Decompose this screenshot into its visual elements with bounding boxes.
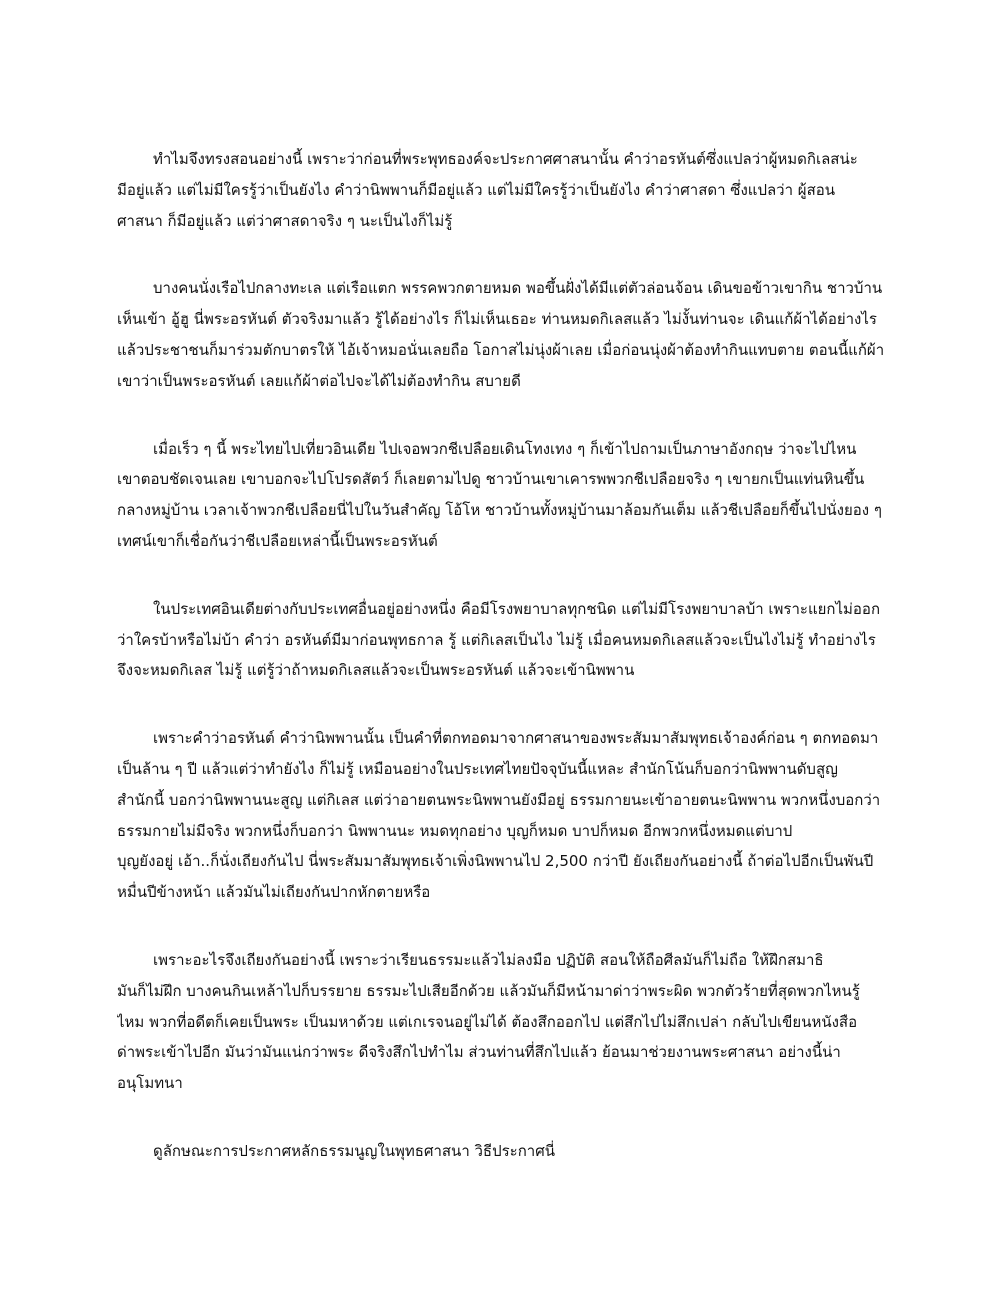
paragraph (117, 945, 897, 1099)
text-line: ทำไมจึงทรงสอนอย่างนี้ เพราะว่าก่อนที่พระพุทธองค์จะประกาศศาสนานั้น คำว่าอรหันต์ซึ่งแปลว่าผู้หมดกิเลสน่ะ (153, 150, 858, 168)
document-page (117, 144, 897, 1204)
text-line: สำนักนี้ บอกว่านิพพานนะสูญ แต่กิเลส แต่ว่าอายตนพระนิพพานยังมีอยู่ ธรรมกายนะเข้าอายตนะนิพพาน พวกหนึ่งบอกว่า (117, 790, 881, 809)
text-line: ศาสนา ก็มีอยู่แล้ว แต่ว่าศาสดาจริง ๆ นะเป็นไงก็ไม่รู้ (117, 211, 453, 230)
paragraph (117, 434, 897, 557)
text-line: ธรรมกายไม่มีจริง พวกหนึ่งก็บอกว่า นิพพานนะ หมดทุกอย่าง บุญก็หมด บาปก็หมด อีกพวกหนึ่งหมดแต่บาป (117, 821, 793, 840)
text-line: เขาว่าเป็นพระอรหันต์ เลยแก้ผ้าต่อไปจะได้ไม่ต้องทำกิน สบายดี (117, 371, 521, 390)
text-line: ว่าใครบ้าหรือไม่บ้า คำว่า อรหันต์มีมาก่อนพุทธกาล รู้ แต่กิเลสเป็นไง ไม่รู้ เมื่อคนหมดกิเลสแล้วจะเป็นไงไม่รู้ ทำอย่างไร (117, 630, 876, 649)
text-line: เขาตอบชัดเจนเลย เขาบอกจะไปโปรดสัตว์ ก็เลยตามไปดู ชาวบ้านเขาเคารพพวกชีเปลือยจริง ๆ เขายกเป็นแท่นหินขึ้น (117, 470, 865, 489)
text-line: เพราะคำว่าอรหันต์ คำว่านิพพานนั้น เป็นคำที่ตกทอดมาจากศาสนาของพระสัมมาสัมพุทธเจ้าองค์ก่อน ๆ ตกทอดมา (153, 729, 879, 748)
text-line: ไหม พวกที่อดีตก็เคยเป็นพระ เป็นมหาด้วย แต่เกเรจนอยู่ไม่ได้ ต้องสึกออกไป แต่สึกไปไม่สึกเปล่า กลับไปเขียนหนังสือ (117, 1012, 858, 1031)
text-line: มีอยู่แล้ว แต่ไม่มีใครรู้ว่าเป็นยังไง คำว่านิพพานก็มีอยู่แล้ว แต่ไม่มีใครรู้ว่าเป็นยังไง คำว่าศาสดา ซึ่งแปลว่า ผู้สอน (117, 180, 836, 199)
paragraph (117, 723, 897, 908)
text-line: ดูลักษณะการประกาศหลักธรรมนูญในพุทธศาสนา วิธีประกาศนี่ (153, 1141, 555, 1160)
text-line: กลางหมู่บ้าน เวลาเจ้าพวกชีเปลือยนี่ไปในวันสำคัญ โอ้โห ชาวบ้านทั้งหมู่บ้านมาล้อมกันเต็ม แล้วชีเปลือยก็ขึ้นไปนั่งยอง ๆ (117, 501, 882, 520)
text-line: แล้วประชาชนก็มาร่วมตักบาตรให้ ไอ้เจ้าหมอนั่นเลยถือ โอกาสไม่นุ่งผ้าเลย เมื่อก่อนนุ่งผ้าต้องทำกินแทบตาย ตอนนี้แก้ผ้า (117, 340, 885, 359)
text-line: หมื่นปีข้างหน้า แล้วมันไม่เถียงกันปากหักตายหรือ (117, 883, 431, 902)
text-line: เทศน์เขาก็เชื่อกันว่าชีเปลือยเหล่านี้เป็นพระอรหันต์ (117, 531, 438, 550)
text-line: เห็นเข้า อู้ฮู นี่พระอรหันต์ ตัวจริงมาแล้ว รู้ได้อย่างไร ก็ไม่เห็นเธอะ ท่านหมดกิเลสแล้ว ไม่งั้นท่านจะ เดินแก้ผ้าได้อย่างไร (117, 310, 877, 329)
text-line: เป็นล้าน ๆ ปี แล้วแต่ว่าทำยังไง ก็ไม่รู้ เหมือนอย่างในประเทศไทยปัจจุบันนี้แหละ สำนักโน้นก็บอกว่านิพพานดับสูญ (117, 759, 838, 778)
paragraph (117, 144, 897, 236)
text-line: บุญยังอยู่ เอ้า..ก็นั่งเถียงกันไป นี่พระสัมมาสัมพุทธเจ้าเพิ่งนิพพานไป 2,500 กว่าปี ยังเถียงกันอย่างนี้ ถ้าต่อไปอีกเป็นพันปี (117, 852, 874, 871)
paragraph (117, 1136, 897, 1167)
text-line: ด่าพระเข้าไปอีก มันว่ามันแน่กว่าพระ ดีจริงสึกไปทำไม ส่วนท่านที่สึกไปแล้ว ย้อนมาช่วยงานพระศาสนา อย่างนี้น่า (117, 1043, 841, 1062)
text-line: เพราะอะไรจึงเถียงกันอย่างนี้ เพราะว่าเรียนธรรมะแล้วไม่ลงมือ ปฏิบัติ สอนให้ถือศีลมันก็ไม่ถือ ให้ฝึกสมาธิ (153, 950, 824, 969)
text-line: มันก็ไม่ฝึก บางคนกินเหล้าไปก็บรรยาย ธรรมะไปเสียอีกด้วย แล้วมันก็มีหน้ามาด่าว่าพระผิด พวกตัวร้ายที่สุดพวกไหนรู้ (117, 981, 860, 1000)
text-line: เมื่อเร็ว ๆ นี้ พระไทยไปเที่ยวอินเดีย ไปเจอพวกชีเปลือยเดินโทงเทง ๆ ก็เข้าไปถามเป็นภาษาอังกฤษ ว่าจะไปไหน (153, 439, 857, 458)
text-line: บางคนนั่งเรือไปกลางทะเล แต่เรือแตก พรรคพวกตายหมด พอขึ้นฝั่งได้มีแต่ตัวล่อนจ้อน เดินขอข้าวเขากิน ชาวบ้าน (153, 279, 883, 298)
text-line: ในประเทศอินเดียต่างกับประเทศอื่นอยู่อย่างหนึ่ง คือมีโรงพยาบาลทุกชนิด แต่ไม่มีโรงพยาบาลบ้า เพราะแยกไม่ออก (153, 599, 881, 618)
text-line: อนุโมทนา (117, 1074, 183, 1093)
paragraph (117, 594, 897, 686)
paragraph (117, 273, 897, 396)
text-line: จึงจะหมดกิเลส ไม่รู้ แต่รู้ว่าถ้าหมดกิเลสแล้วจะเป็นพระอรหันต์ แล้วจะเข้านิพพาน (117, 661, 635, 680)
